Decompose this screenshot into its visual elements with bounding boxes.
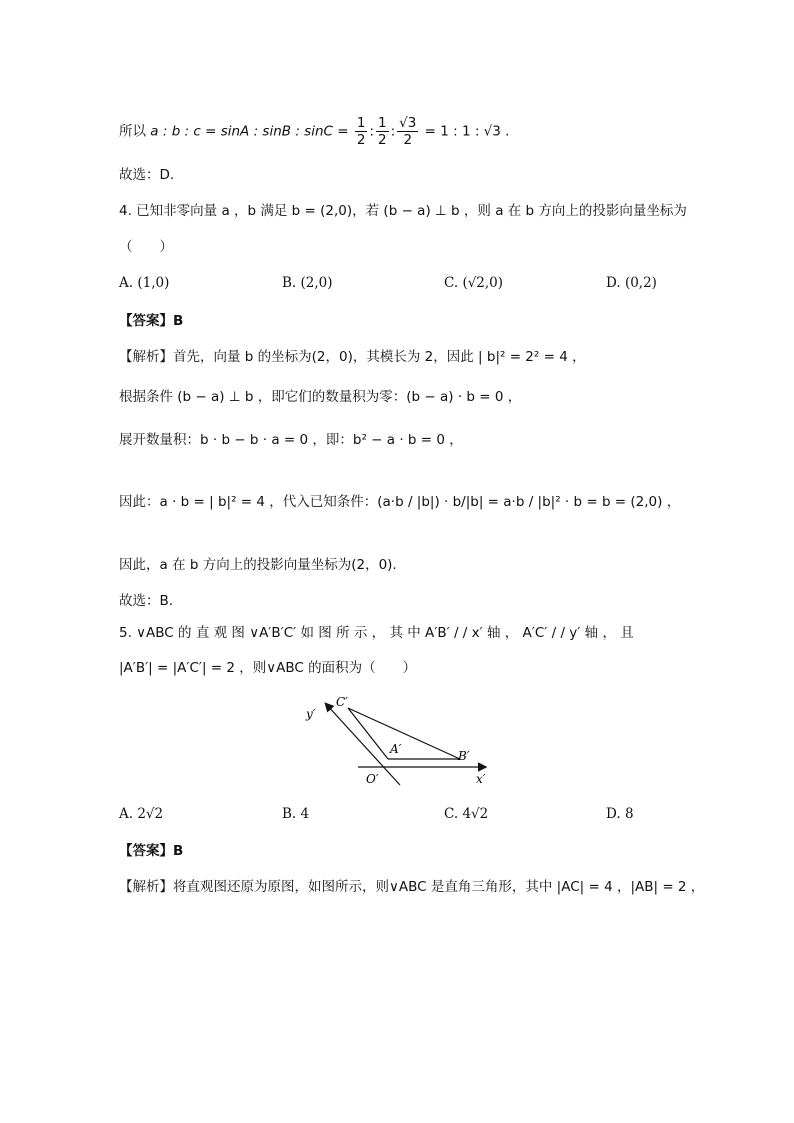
q4-stem-line-2: （ ）: [119, 239, 173, 255]
q5-option-b-value: 4: [300, 806, 310, 822]
q4-analysis-4: 因此：a · b = | b|² = 4 ，代入已知条件：(a·b / |b|) · b/|b| = a·b / |b|² · b = b = (2,0) ，: [119, 494, 681, 510]
q4-option-d-label: D.: [606, 275, 621, 291]
q4-option-c-value: (√2,0): [462, 275, 504, 291]
fraction-2-num: 1: [377, 115, 387, 131]
q4-analysis-2: 根据条件 (b − a) ⊥ b ，即它们的数量积为零：(b − a) · b = 0 ，: [119, 389, 522, 405]
q5-stem-line-2: |A′B′| = |A′C′| = 2 ，则∨ABC 的面积为（ ）: [119, 660, 417, 676]
ratio-line: 所以 a : b : c = sinA : sinB : sinC = $\frac{1}{2}$ : $\frac{1}{2}$ : $\frac{√3}{2}$ = 1 : 1 : √3 .: [119, 115, 510, 148]
q5-analysis: 【解析】将直观图还原为原图，如图所示，则∨ABC 是直角三角形，其中 |AC| = 4 ，|AB| = 2 ，: [119, 879, 705, 895]
q5-option-a-label: A.: [119, 806, 134, 822]
label-vertex-a: A′: [390, 742, 402, 756]
q4-option-d-value: (0,2): [624, 275, 657, 291]
q5-option-a-value: 2√2: [137, 806, 164, 822]
q4-analysis-3: 展开数量积：b · b − b · a = 0 ，即：b² − a · b = 0 ，: [119, 432, 463, 448]
q5-option-c-value: 4√2: [462, 806, 489, 822]
fraction-1-num: 1: [356, 115, 366, 131]
intuitive-diagram: [300, 690, 500, 790]
q5-option-d-label: D.: [606, 806, 621, 822]
q4-option-a: [119, 273, 169, 293]
q4-choice: 故选：B.: [119, 593, 174, 609]
q5-option-d: [606, 804, 634, 824]
fraction-3-num: √3: [399, 115, 417, 131]
fraction-2-den: 2: [377, 132, 387, 148]
ratio-result: = 1 : 1 : √3 .: [424, 123, 510, 140]
q4-option-b-label: B.: [282, 275, 297, 291]
q4-analysis-5: 因此，a 在 b 方向上的投影向量坐标为(2，0).: [119, 557, 397, 573]
label-x-axis: x′: [476, 772, 486, 786]
label-origin: O′: [366, 772, 379, 786]
q5-option-d-value: 8: [624, 806, 634, 822]
label-vertex-b: B′: [458, 749, 470, 763]
q4-option-c-label: C.: [444, 275, 459, 291]
q4-answer: 【答案】B: [119, 313, 184, 329]
q5-answer: 【答案】B: [119, 843, 184, 859]
q4-option-b-value: (2,0): [300, 275, 333, 291]
q5-option-b: [282, 804, 309, 824]
edge-a-c: [348, 708, 388, 759]
ratio-expression: a : b : c = sinA : sinB : sinC =: [150, 123, 349, 140]
q5-option-a: [119, 804, 163, 824]
label-vertex-c: C′: [336, 695, 348, 709]
q4-option-d: [606, 273, 657, 293]
q5-stem-line-1: 5. ∨ABC 的 直 观 图 ∨A′B′C′ 如 图 所 示 ， 其 中 A′B′ / / x′ 轴 ， A′C′ / / y′ 轴 ， 且: [119, 625, 634, 641]
edge-c-b: [348, 708, 460, 759]
q4-analysis-1: 【解析】首先，向量 b 的坐标为(2，0)，其模长为 2，因此 | b|² = 2² = 4 ，: [119, 349, 586, 365]
q5-option-b-label: B.: [282, 806, 297, 822]
q4-stem-line-1: 4. 已知非零向量 a ，b 满足 b = (2,0)，若 (b − a) ⊥ b ，则 a 在 b 方向上的投影向量坐标为: [119, 203, 687, 219]
fraction-1: [355, 115, 368, 148]
y-axis-line: [326, 704, 400, 785]
q4-option-c: [444, 273, 503, 293]
fraction-2: [376, 115, 389, 148]
fraction-3: [397, 115, 418, 148]
prev-choice: 故选：D.: [119, 167, 175, 183]
fraction-1-den: 2: [356, 132, 366, 148]
q5-option-c-label: C.: [444, 806, 459, 822]
q4-option-a-label: A.: [119, 275, 134, 291]
fraction-3-den: 2: [403, 132, 413, 148]
q5-option-c: [444, 804, 488, 824]
label-y-axis: y′: [306, 707, 316, 721]
ratio-prefix: 所以: [119, 123, 146, 140]
q4-option-b: [282, 273, 333, 293]
q4-option-a-value: (1,0): [137, 275, 170, 291]
